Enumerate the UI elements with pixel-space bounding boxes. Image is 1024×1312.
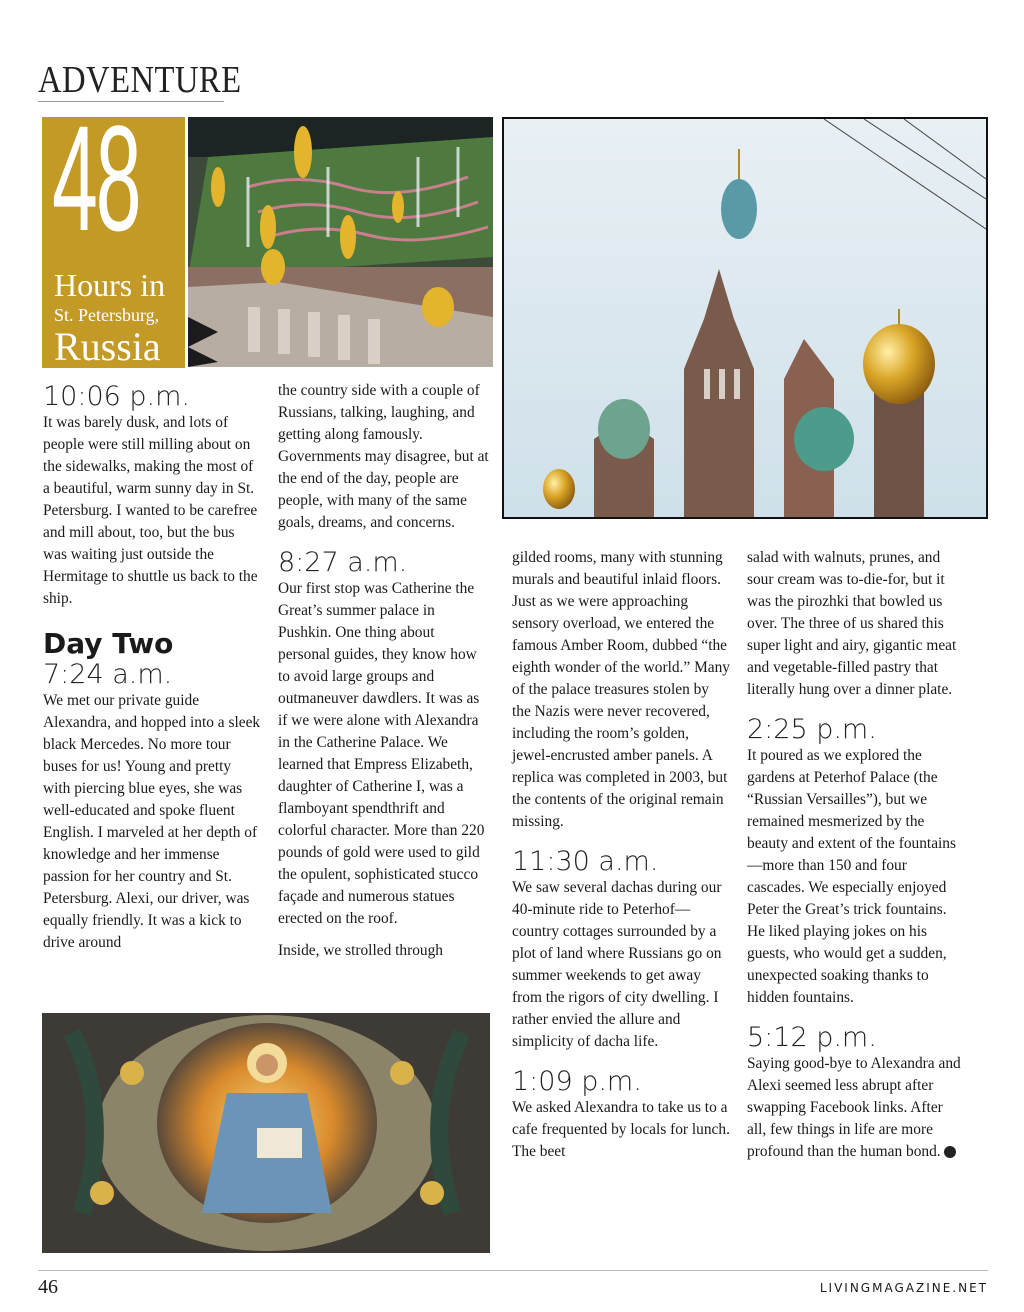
body-paragraph: gilded rooms, many with stunning murals and beautiful inlaid floors. Just as we were approaching sensory overload, we entered the famous Amber Room, dubbed “the eighth wonder of the world.” Many of the palace treasures stolen by the Nazis were never recovered, including the room’s golden, jewel-encrusted amber panels. A replica was completed in 2003, but the contents of the original remain missing. — [512, 549, 730, 830]
title-line-3: Russia — [54, 324, 161, 368]
time-heading: 2:25 p.m. — [747, 714, 877, 745]
body-paragraph: We met our private guide Alexandra, and hopped into a sleek black Mercedes. No more tour buses for us! Young and pretty with piercing blue eyes, she was well-educated and spoke fluent English. I marveled at her depth of knowledge and her immense passion for her country and St. Petersburg. Alexi, our driver, was equally friendly. It was a kick to drive around — [43, 692, 261, 951]
day-heading: Day Two — [43, 627, 174, 660]
body-paragraph: salad with walnuts, prunes, and sour cream was to-die-for, but it was the pirozhki that bowled us over. The three of us shared this super light and airy, gigantic meat and vegetable-filled pastry that literally hung over a dinner plate. — [747, 549, 957, 698]
page-number: 46 — [38, 1276, 58, 1298]
body-paragraph: We saw several dachas during our 40-minute ride to Peterhof—country cottages surrounded by a plot of land where Russians go on summer weekends to get away from the rigors of city dwelling. I rather envied the allure and simplicity of dacha life. — [512, 879, 722, 1050]
footer-rule — [38, 1270, 988, 1271]
time-heading: 1:09 p.m. — [512, 1066, 642, 1097]
title-number: 48 — [52, 117, 140, 262]
closing-text: Saying good-bye to Alexandra and Alexi seemed less abrupt after swapping Facebook links. After all, few things in life are more profound than the human bond. — [747, 1055, 961, 1160]
church-domes-photo — [502, 117, 988, 519]
title-line-1: Hours in — [54, 267, 166, 303]
body-paragraph: Our first stop was Catherine the Great’s summer palace in Pushkin. One thing about personal guides, they know how to avoid large groups and outmaneuver dawdlers. It was as if we were alone with Alexandra in the Catherine Palace. We learned that Empress Elizabeth, daughter of Catherine I, was a flamboyant spendthrift and colorful character. More than 220 pounds of gold were used to gild the opulent, sophisticated stucco façade and numerous statues erected on the roof. — [278, 580, 485, 927]
column-4 — [747, 547, 962, 1163]
body-paragraph: We asked Alexandra to take us to a cafe frequented by locals for lunch. The beet — [512, 1099, 730, 1160]
site-url: LIVINGMAGAZINE.NET — [819, 1281, 988, 1295]
body-paragraph: Inside, we strolled through — [278, 942, 443, 959]
title-box — [42, 117, 185, 368]
end-mark-icon — [944, 1146, 956, 1158]
time-heading: 5:12 p.m. — [747, 1022, 877, 1053]
christ-mosaic-photo — [42, 1013, 490, 1253]
column-2 — [278, 380, 490, 962]
section-label: ADVENTURE — [38, 59, 242, 101]
body-paragraph: It was barely dusk, and lots of people were still milling about on the sidewalks, making the most of a beautiful, warm sunny day in St. Petersburg. I wanted to be carefree and mill about, too, but the bus was waiting just outside the Hermitage to shuttle us back to the ship. — [43, 414, 258, 607]
title-line-2: St. Petersburg, — [54, 305, 160, 325]
time-heading: 7:24 a.m. — [43, 659, 173, 690]
column-3 — [512, 547, 730, 1163]
peterhof-fountains-photo — [188, 117, 493, 367]
time-heading: 10:06 p.m. — [43, 381, 190, 412]
body-paragraph: It poured as we explored the gardens at Peterhof Palace (the “Russian Versailles”), but we remained mesmerized by the beauty and extent of the fountains—more than 150 and four cascades. We especially enjoyed Peter the Great’s trick fountains. He liked playing jokes on his guests, who would get a sudden, unexpected soaking thanks to hidden fountains. — [747, 747, 956, 1006]
body-paragraph — [747, 1053, 962, 1163]
time-heading: 8:27 a.m. — [278, 547, 408, 578]
body-paragraph: the country side with a couple of Russians, talking, laughing, and getting along famously. Governments may disagree, but at the end of the day, people are people, with many of the same goals, dreams, and concerns. — [278, 382, 489, 531]
column-1 — [43, 382, 261, 954]
time-heading: 11:30 a.m. — [512, 846, 659, 877]
section-rule — [38, 101, 224, 102]
